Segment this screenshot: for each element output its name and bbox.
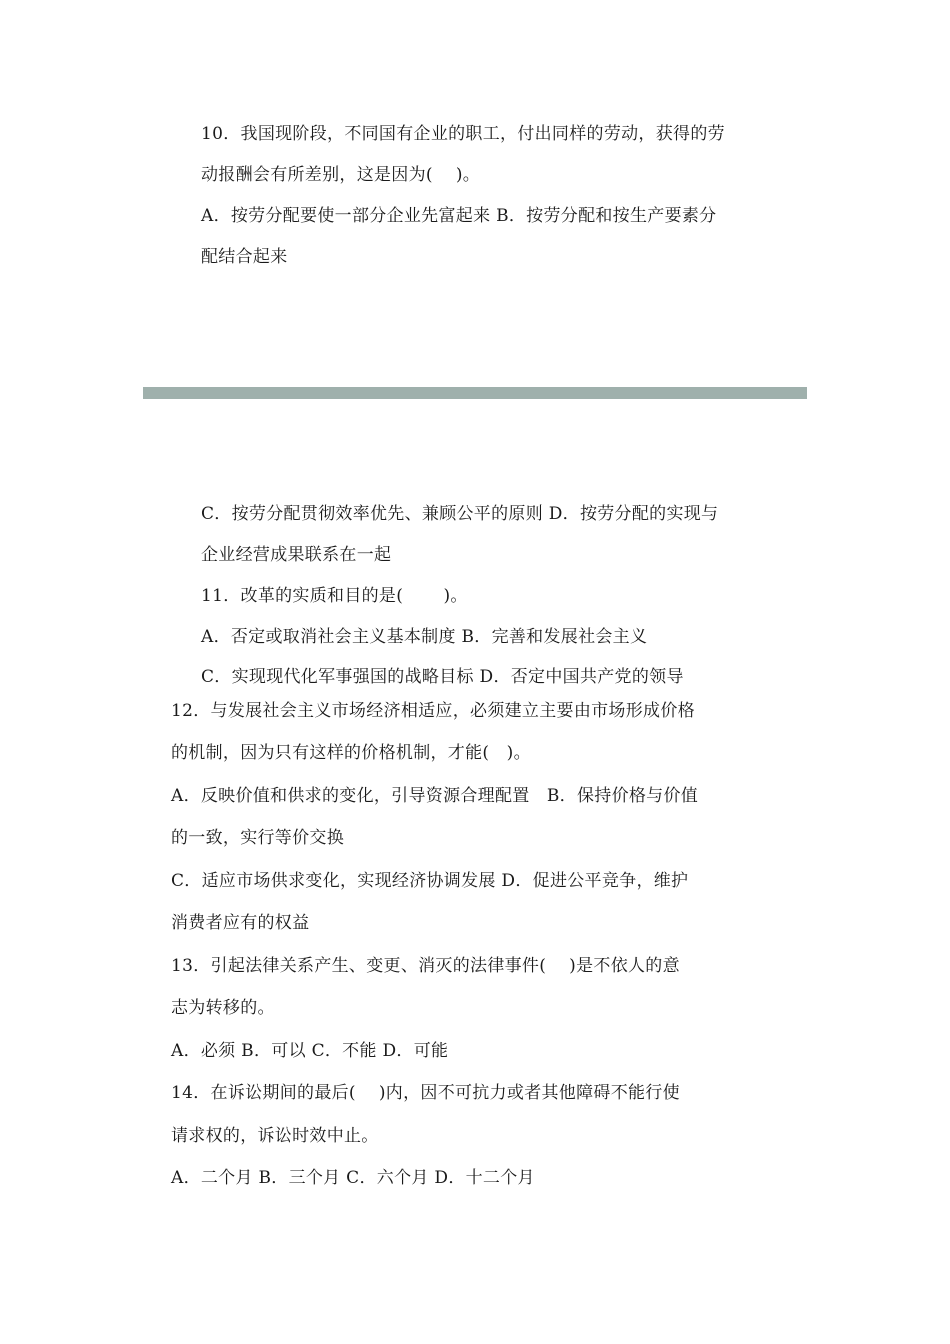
q12-options-line-1: A．反映价值和供求的变化，引导资源合理配置 B．保持价格与价值 xyxy=(171,786,699,806)
q10-stem-line-2: 动报酬会有所差别，这是因为( )。 xyxy=(201,165,481,185)
q13-stem-line-2: 志为转移的。 xyxy=(171,998,275,1018)
q10-options-line-1: A．按劳分配要使一部分企业先富起来 B．按劳分配和按生产要素分 xyxy=(201,206,717,226)
q11-options-line-2: C．实现现代化军事强国的战略目标 D．否定中国共产党的领导 xyxy=(201,667,684,687)
q11-stem: 11．改革的实质和目的是( )。 xyxy=(201,586,468,606)
q12-options-line-3: C．适应市场供求变化，实现经济协调发展 D．促进公平竞争，维护 xyxy=(171,871,689,891)
q10-options-line-2: 配结合起来 xyxy=(201,247,288,267)
q14-stem-line-1: 14．在诉讼期间的最后( )内，因不可抗力或者其他障碍不能行使 xyxy=(171,1083,680,1103)
q10-stem-line-1: 10．我国现阶段，不同国有企业的职工，付出同样的劳动，获得的劳 xyxy=(201,124,725,144)
q11-options-line-1: A．否定或取消社会主义基本制度 B．完善和发展社会主义 xyxy=(201,627,648,647)
q13-stem-line-1: 13．引起法律关系产生、变更、消灭的法律事件( )是不依人的意 xyxy=(171,956,680,976)
q13-options: A．必须 B．可以 C．不能 D．可能 xyxy=(171,1041,449,1061)
page-divider xyxy=(143,387,807,399)
q14-options: A．二个月 B．三个月 C．六个月 D．十二个月 xyxy=(171,1168,535,1188)
q12-stem-line-1: 12．与发展社会主义市场经济相适应，必须建立主要由市场形成价格 xyxy=(171,701,695,721)
q12-stem-line-2: 的机制，因为只有这样的价格机制，才能( )。 xyxy=(171,743,531,763)
q14-stem-line-2: 请求权的，诉讼时效中止。 xyxy=(171,1126,379,1146)
q12-options-line-4: 消费者应有的权益 xyxy=(171,913,310,933)
q10-options-line-4: 企业经营成果联系在一起 xyxy=(201,545,392,565)
q10-options-line-3: C．按劳分配贯彻效率优先、兼顾公平的原则 D．按劳分配的实现与 xyxy=(201,504,719,524)
q12-options-line-2: 的一致，实行等价交换 xyxy=(171,828,344,848)
